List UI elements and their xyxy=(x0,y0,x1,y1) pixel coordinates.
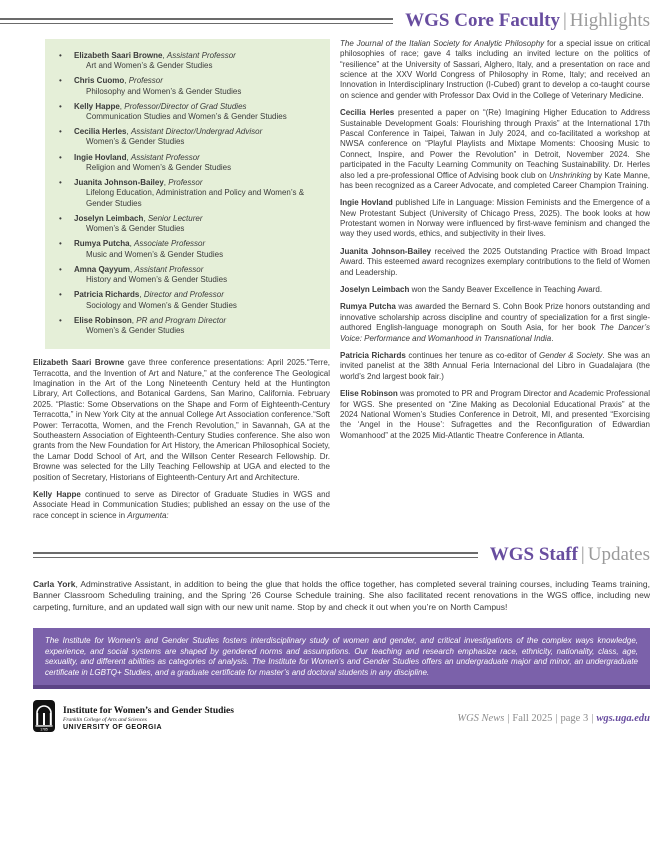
faculty-name-separator: , xyxy=(131,315,137,325)
paragraph: Juanita Johnson-Bailey received the 2025 Outstanding Practice with Broad Impact Award. This esteemed award recognizes exemplary contributions to the field of Women and Leadership. xyxy=(340,246,650,277)
bullet-icon: • xyxy=(59,76,62,86)
faculty-role: Assistant Professor xyxy=(166,50,236,60)
bullet-icon: • xyxy=(59,101,62,111)
faculty-list-item xyxy=(57,153,320,173)
faculty-title-main: WGS Core Faculty xyxy=(405,10,560,31)
faculty-entry xyxy=(74,153,320,173)
paragraph: Elise Robinson was promoted to PR and Program Director and Academic Professional for WGS. She presented on “Zine Making as Decolonial Educational Praxis” at the 2024 National Women’s Studies Conference in Detroit, MI, and presented “Exorcising the ‘Angel in the House’: Sufragettes and the Reconfiguration of Edwardian Womanhood” at the 2025 Mid-Atlantic Theatre Conference in Atlanta. xyxy=(340,389,650,440)
bullet-icon: • xyxy=(59,264,62,274)
faculty-department: Philosophy and Women’s & Gender Studies xyxy=(86,86,242,96)
footer-university-name: UNIVERSITY OF GEORGIA xyxy=(63,724,163,732)
uga-arch-icon xyxy=(33,700,55,737)
faculty-role: Assistant Professor xyxy=(130,152,200,162)
right-column-paragraphs xyxy=(340,39,650,441)
footer-separator: | xyxy=(507,713,510,725)
footer-brand xyxy=(33,700,234,737)
bullet-icon: • xyxy=(59,152,62,162)
bullet-icon: • xyxy=(59,50,62,60)
faculty-department: Sociology and Women’s & Gender Studies xyxy=(86,300,237,310)
faculty-roster-box xyxy=(45,39,330,349)
faculty-header-rule xyxy=(0,18,393,24)
faculty-name: Cecilia Herles xyxy=(74,127,127,137)
faculty-name: Joselyn Leimbach xyxy=(74,213,144,223)
faculty-role: PR and Program Director xyxy=(136,315,227,325)
staff-update-paragraph: Carla York, Adminstrative Assistant, in addition to being the glue that holds the office together, has completed several training courses, including Teams training, Banner Classroom Scheduling training, and the Spring ’26 Course Schedule training. She also facilitated recent renovations in the WGS office, including new carpeting, furniture, and an updated wall sign with our new unit name. Stop by and check it out when you’re on North Campus! xyxy=(33,578,650,612)
faculty-name-separator: , xyxy=(143,213,148,223)
faculty-section-title xyxy=(405,10,650,32)
faculty-list-item xyxy=(57,239,320,259)
paragraph: Ingie Hovland published Life in Language: Mission Feminists and the Emergence of a New Protestant Subject (University of Chicago Press, 2025). The book looks at how Protestant women in Norway were influenced by first-wave feminism and changed the way they used words, ethics, and subjectivity in their lives. xyxy=(340,198,651,239)
faculty-role: Senior Lecturer xyxy=(147,213,203,223)
faculty-department: Art and Women’s & Gender Studies xyxy=(86,61,213,71)
faculty-name-separator: , xyxy=(163,178,169,188)
paragraph: Elizabeth Saari Browne gave three conference presentations: April 2025.“Terre, Terracotta, and the Invention of Art and Nature,” at the conference The Geological Imagination in the Art of the Long Nineteenth Century held at the Huntington Library, Art Collections, and Botanical Gardens, San Marino, California. February 2025. “Plastic: Some Observations on the Shape and Form of Eighteenth-Century Terracotta,” in New York City at the annual College Art Association conference.“Soft Power: Terracotta, Women, and the French Revolution,” in Savannah, GA at the Southeastern Association of Eighteenth-Century Studies conference. She also won grants from the New Foundation for Art History, the American Philosophical Society, the Lamar Dodd School of Art, and the Willson Center Research Fellowship. Dr. Browne was selected for the Lilly Teaching Fellowship at UGA and elected to the position of Secretary, Historians of Eighteenth-Century Art and Architecture. xyxy=(33,358,331,482)
footer-college-name: Franklin College of Arts and Sciences xyxy=(63,717,147,724)
faculty-entry xyxy=(74,316,320,336)
faculty-name-separator: , xyxy=(139,290,144,300)
faculty-department: Lifelong Education, Administration and Policy and Women’s & Gender Studies xyxy=(86,188,305,208)
faculty-list-item xyxy=(57,316,320,336)
right-column xyxy=(340,39,650,528)
faculty-role: Director and Professor xyxy=(143,290,224,300)
publication-name: WGS News xyxy=(457,713,505,725)
faculty-name: Amna Qayyum xyxy=(74,264,131,274)
faculty-name-separator: , xyxy=(130,264,135,274)
staff-section-title xyxy=(490,544,650,566)
footer-separator: | xyxy=(555,713,558,725)
faculty-section-header xyxy=(0,10,650,32)
faculty-entry xyxy=(74,102,320,122)
faculty-list-item xyxy=(57,214,320,234)
bullet-icon: • xyxy=(59,290,62,300)
staff-section-header xyxy=(33,544,650,566)
faculty-title-sub: Highlights xyxy=(569,10,650,31)
paragraph: Joselyn Leimbach won the Sandy Beaver Excellence in Teaching Award. xyxy=(340,285,603,295)
faculty-role: Assistant Director/Undergrad Advisor xyxy=(130,127,263,137)
faculty-list-item xyxy=(57,76,320,96)
faculty-role: Professor/Director of Grad Studies xyxy=(124,101,247,111)
left-column xyxy=(33,39,330,528)
website-link[interactable]: wgs.uga.edu xyxy=(596,713,650,725)
two-column-body xyxy=(33,39,650,528)
left-column-paragraphs xyxy=(33,358,330,521)
faculty-role: Associate Professor xyxy=(134,239,206,249)
faculty-name: Rumya Putcha xyxy=(74,239,130,249)
staff-title-sub: Updates xyxy=(587,544,650,566)
publication-issue: Fall 2025 xyxy=(512,713,553,725)
faculty-role: Assistant Professor xyxy=(134,264,204,274)
mission-statement-text: The Institute for Women’s and Gender Studies fosters interdisciplinary study of women and gender, and critical investigations of the complex ways knowledge, experience, and social systems are shaped by gendered norms and assumptions. Our teaching and research emphasize race, ethnicity, nationality, class, age, sexuality, and different abilities as categories of analysis. The Institute for Women’s and Gender Studies offers an undergraduate major and minor, an undergraduate certificate in LGBTQ+ Studies, and a graduate certificate for master’s and doctoral students in any discipline. xyxy=(45,636,638,677)
faculty-entry xyxy=(74,265,320,285)
faculty-list-item xyxy=(57,290,320,310)
faculty-department: History and Women’s & Gender Studies xyxy=(86,275,228,285)
title-separator: | xyxy=(562,10,567,31)
paragraph: The Journal of the Italian Society for Analytic Philosophy for a special issue on critical philosophies of race; gave 4 talks including an invited lecture on the politics of “resilience” at the University of Sassari, Alghero, Italy, and a presentation on race and science at the XXV World Congress of Philosophy in Rome, Italy; and received an Innovation in Interdisciplinary Instruction (I-Cubed) grant to develop a co-taught course on science and gender with Professor Dax Ovid in the College of Veterinary Medicine. xyxy=(340,38,651,100)
faculty-name: Elise Robinson xyxy=(74,315,132,325)
paragraph: Cecilia Herles presented a paper on “(Re) Imagining Higher Education to Address Sustainable Development Goals: Flourishing through Praxis” at the International 17th Pascal Conference in Taipei, Taiwan in July 2024, and co-facilitated a workshop at NWSA conference on “Playful Playlists and Mixtape Moments: Choosing Music to Connect, Inspire, and Power the Revolution” in Detroit, November 2024. She participated in the Faculty Learning Community on Teaching Sustainability. Dr. Herles also led a pre-professional Office of Advising book club on Unshrinking by Kate Manne, has been recognized as a Career Advocate, and completed Career Champion Training. xyxy=(340,108,651,190)
paragraph: Kelly Happe continued to serve as Director of Graduate Studies in WGS and Associate Head in Communication Studies; published an essay on the use of the race concept in science in Argumenta: xyxy=(33,489,330,520)
faculty-name-separator: , xyxy=(124,76,129,86)
bullet-icon: • xyxy=(59,239,62,249)
faculty-name-separator: , xyxy=(119,101,125,111)
faculty-entry xyxy=(74,76,320,96)
faculty-entry xyxy=(74,290,320,310)
faculty-entry xyxy=(74,178,320,209)
svg-text:1785: 1785 xyxy=(40,727,48,732)
faculty-name-separator: , xyxy=(126,152,131,162)
mission-statement-box xyxy=(33,628,650,689)
faculty-department: Women’s & Gender Studies xyxy=(86,224,185,234)
faculty-list-item xyxy=(57,265,320,285)
faculty-entry xyxy=(74,214,320,234)
faculty-entry xyxy=(74,51,320,71)
faculty-name: Patricia Richards xyxy=(74,290,140,300)
faculty-name: Kelly Happe xyxy=(74,101,120,111)
faculty-list-item xyxy=(57,127,320,147)
footer-brand-text xyxy=(63,706,234,731)
faculty-department: Music and Women’s & Gender Studies xyxy=(86,249,224,259)
faculty-list-item xyxy=(57,178,320,209)
faculty-name: Juanita Johnson-Bailey xyxy=(74,178,164,188)
faculty-entry xyxy=(74,239,320,259)
bullet-icon: • xyxy=(59,178,62,188)
paragraph: Patricia Richards continues her tenure as co-editor of Gender & Society. She was an invited panelist at the 38th Annual Feria Internacional del Libro in Guadalajara (the world’s 2nd largest book fair.) xyxy=(340,351,651,381)
staff-header-rule xyxy=(33,552,478,558)
faculty-list-item xyxy=(57,102,320,122)
faculty-name-separator: , xyxy=(126,127,131,137)
faculty-name: Ingie Hovland xyxy=(74,152,127,162)
title-separator: | xyxy=(580,544,585,566)
footer-separator: | xyxy=(591,713,594,725)
faculty-department: Religion and Women’s & Gender Studies xyxy=(86,162,232,172)
faculty-department: Women’s & Gender Studies xyxy=(86,137,185,147)
staff-title-main: WGS Staff xyxy=(489,544,578,566)
bullet-icon: • xyxy=(59,213,62,223)
footer-publication-line xyxy=(457,713,650,724)
faculty-department: Communication Studies and Women’s & Gender Studies xyxy=(86,112,287,122)
faculty-name: Chris Cuomo xyxy=(74,76,125,86)
bullet-icon: • xyxy=(59,127,62,137)
faculty-role: Professor xyxy=(128,76,163,86)
faculty-name-separator: , xyxy=(129,239,135,249)
bullet-icon: • xyxy=(59,315,62,325)
faculty-name-separator: , xyxy=(162,50,167,60)
faculty-role: Professor xyxy=(168,178,203,188)
page-number: page 3 xyxy=(560,713,589,725)
faculty-list-item xyxy=(57,51,320,71)
faculty-department: Women’s & Gender Studies xyxy=(86,326,185,335)
footer-org-name: Institute for Women’s and Gender Studies xyxy=(63,706,234,717)
faculty-list xyxy=(57,51,320,336)
faculty-entry xyxy=(74,127,320,147)
faculty-name: Elizabeth Saari Browne xyxy=(74,50,163,60)
page-footer xyxy=(33,700,650,737)
paragraph: Rumya Putcha was awarded the Bernard S. Cohn Book Prize honors outstanding and innovative scholarship across discipline and country of specialization for a first single-authored English-language monograph on South Asia, for her book The Dancer’s Voice: Performance and Womanhood in Transnational India. xyxy=(340,302,651,343)
